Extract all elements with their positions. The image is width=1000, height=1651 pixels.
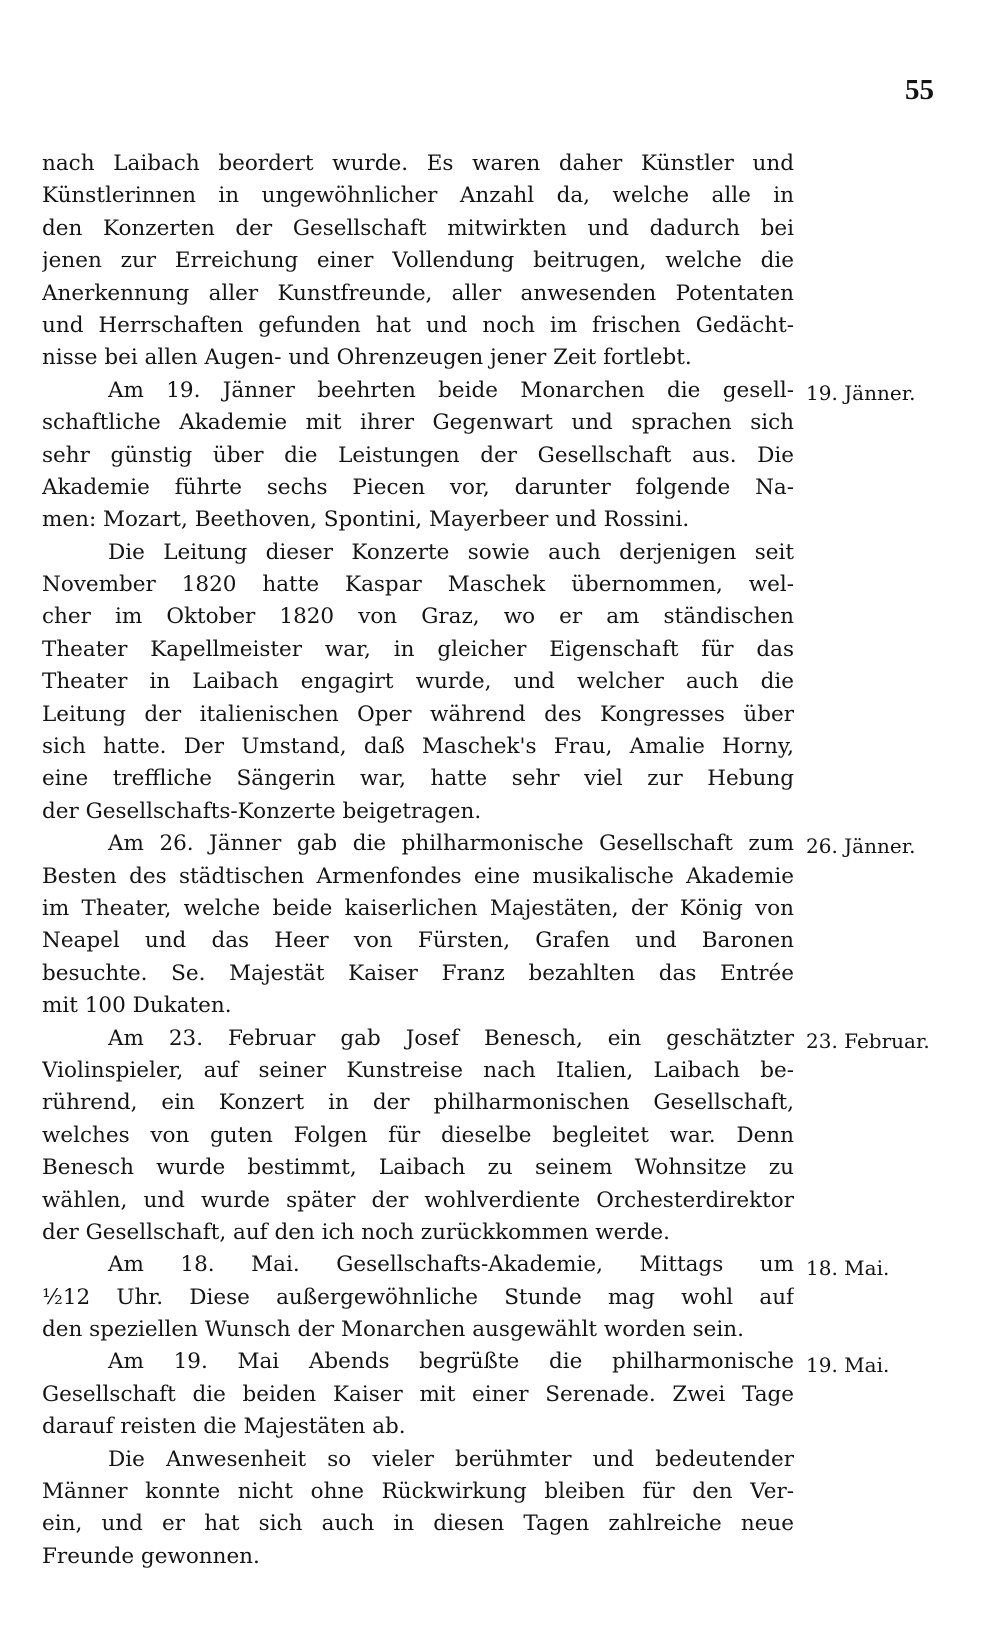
text-line: Theater Kapellmeister war, in gleicher Eigenschaft für das xyxy=(42,636,794,662)
text-column xyxy=(42,148,794,1573)
margin-note: 23. Februar. xyxy=(806,1028,930,1053)
text-line: nisse bei allen Augen- und Ohrenzeugen jener Zeit fortlebt. xyxy=(42,345,692,371)
text-line: sich hatte. Der Umstand, daß Maschek's Frau, Amalie Horny, xyxy=(42,734,794,760)
text-line: Künstlerinnen in ungewöhnlicher Anzahl da, welche alle in xyxy=(42,183,794,209)
margin-note: 19. Jänner. xyxy=(806,380,916,405)
text-line: Benesch wurde bestimmt, Laibach zu seinem Wohnsitze zu xyxy=(42,1155,794,1181)
text-line: cher im Oktober 1820 von Graz, wo er am ständischen xyxy=(42,604,794,630)
text-line: schaftliche Akademie mit ihrer Gegenwart und sprachen sich xyxy=(42,410,794,436)
text-line: Leitung der italienischen Oper während des Kongresses über xyxy=(42,701,794,727)
text-line: den speziellen Wunsch der Monarchen ausgewählt worden sein. xyxy=(42,1317,744,1343)
text-line: besuchte. Se. Majestät Kaiser Franz bezahlten das Entrée xyxy=(42,960,794,986)
text-line: im Theater, welche beide kaiserlichen Majestäten, der König von xyxy=(42,895,794,921)
text-line: Am 18. Mai. Gesellschafts-Akademie, Mittags um xyxy=(108,1252,794,1278)
text-line: Theater in Laibach engagirt wurde, und welcher auch die xyxy=(42,669,794,695)
text-line: wählen, und wurde später der wohlverdiente Orchesterdirektor xyxy=(42,1187,794,1213)
text-line: darauf reisten die Majestäten ab. xyxy=(42,1414,406,1440)
text-line: Anerkennung aller Kunstfreunde, aller anwesenden Potentaten xyxy=(42,280,794,306)
text-line: nach Laibach beordert wurde. Es waren daher Künstler und xyxy=(42,151,794,176)
text-line: ½12 Uhr. Diese außergewöhnliche Stunde mag wohl auf xyxy=(42,1284,794,1310)
text-line: Männer konnte nicht ohne Rückwirkung bleiben für den Ver- xyxy=(42,1479,794,1505)
text-line: Freunde gewonnen. xyxy=(42,1543,260,1569)
text-line: Am 23. Februar gab Josef Benesch, ein geschätzter xyxy=(108,1025,794,1051)
text-line: und Herrschaften gefunden hat und noch im frischen Gedächt- xyxy=(42,312,794,338)
text-line: Am 26. Jänner gab die philharmonische Gesellschaft zum xyxy=(108,831,794,857)
text-line: eine treffliche Sängerin war, hatte sehr viel zur Hebung xyxy=(42,766,794,792)
margin-note: 19. Mai. xyxy=(806,1352,890,1377)
text-line: der Gesellschafts-Konzerte beigetragen. xyxy=(42,798,482,824)
text-line: Gesellschaft die beiden Kaiser mit einer Serenade. Zwei Tage xyxy=(42,1381,794,1407)
margin-note: 26. Jänner. xyxy=(806,834,916,859)
margin-note: 18. Mai. xyxy=(806,1255,890,1280)
text-line: November 1820 hatte Kaspar Maschek übernommen, wel- xyxy=(42,572,794,598)
text-line: Neapel und das Heer von Fürsten, Grafen und Baronen xyxy=(42,928,794,954)
text-line: ein, und er hat sich auch in diesen Tagen zahlreiche neue xyxy=(42,1511,794,1537)
text-line: welches von guten Folgen für dieselbe begleitet war. Denn xyxy=(42,1122,794,1148)
text-line: Die Anwesenheit so vieler berühmter und bedeutender xyxy=(108,1446,794,1472)
text-line: den Konzerten der Gesellschaft mitwirkten und dadurch bei xyxy=(42,215,794,241)
text-line: Die Leitung dieser Konzerte sowie auch derjenigen seit xyxy=(108,539,794,565)
page-number: 55 xyxy=(905,74,934,106)
text-line: men: Mozart, Beethoven, Spontini, Mayerbeer und Rossini. xyxy=(42,507,690,533)
text-line: Am 19. Jänner beehrten beide Monarchen die gesell- xyxy=(108,377,794,403)
text-line: Akademie führte sechs Piecen vor, darunter folgende Na- xyxy=(42,474,794,500)
text-line: rührend, ein Konzert in der philharmonischen Gesellschaft, xyxy=(42,1090,794,1116)
text-line: jenen zur Erreichung einer Vollendung beitrugen, welche die xyxy=(42,248,794,274)
text-line: Am 19. Mai Abends begrüßte die philharmonische xyxy=(108,1349,794,1375)
text-line: Besten des städtischen Armenfondes eine musikalische Akademie xyxy=(42,863,794,889)
text-line: der Gesellschaft, auf den ich noch zurückkommen werde. xyxy=(42,1219,670,1245)
text-line: mit 100 Dukaten. xyxy=(42,993,232,1019)
text-line: Violinspieler, auf seiner Kunstreise nach Italien, Laibach be- xyxy=(42,1057,794,1083)
text-line: sehr günstig über die Leistungen der Gesellschaft aus. Die xyxy=(42,442,794,468)
